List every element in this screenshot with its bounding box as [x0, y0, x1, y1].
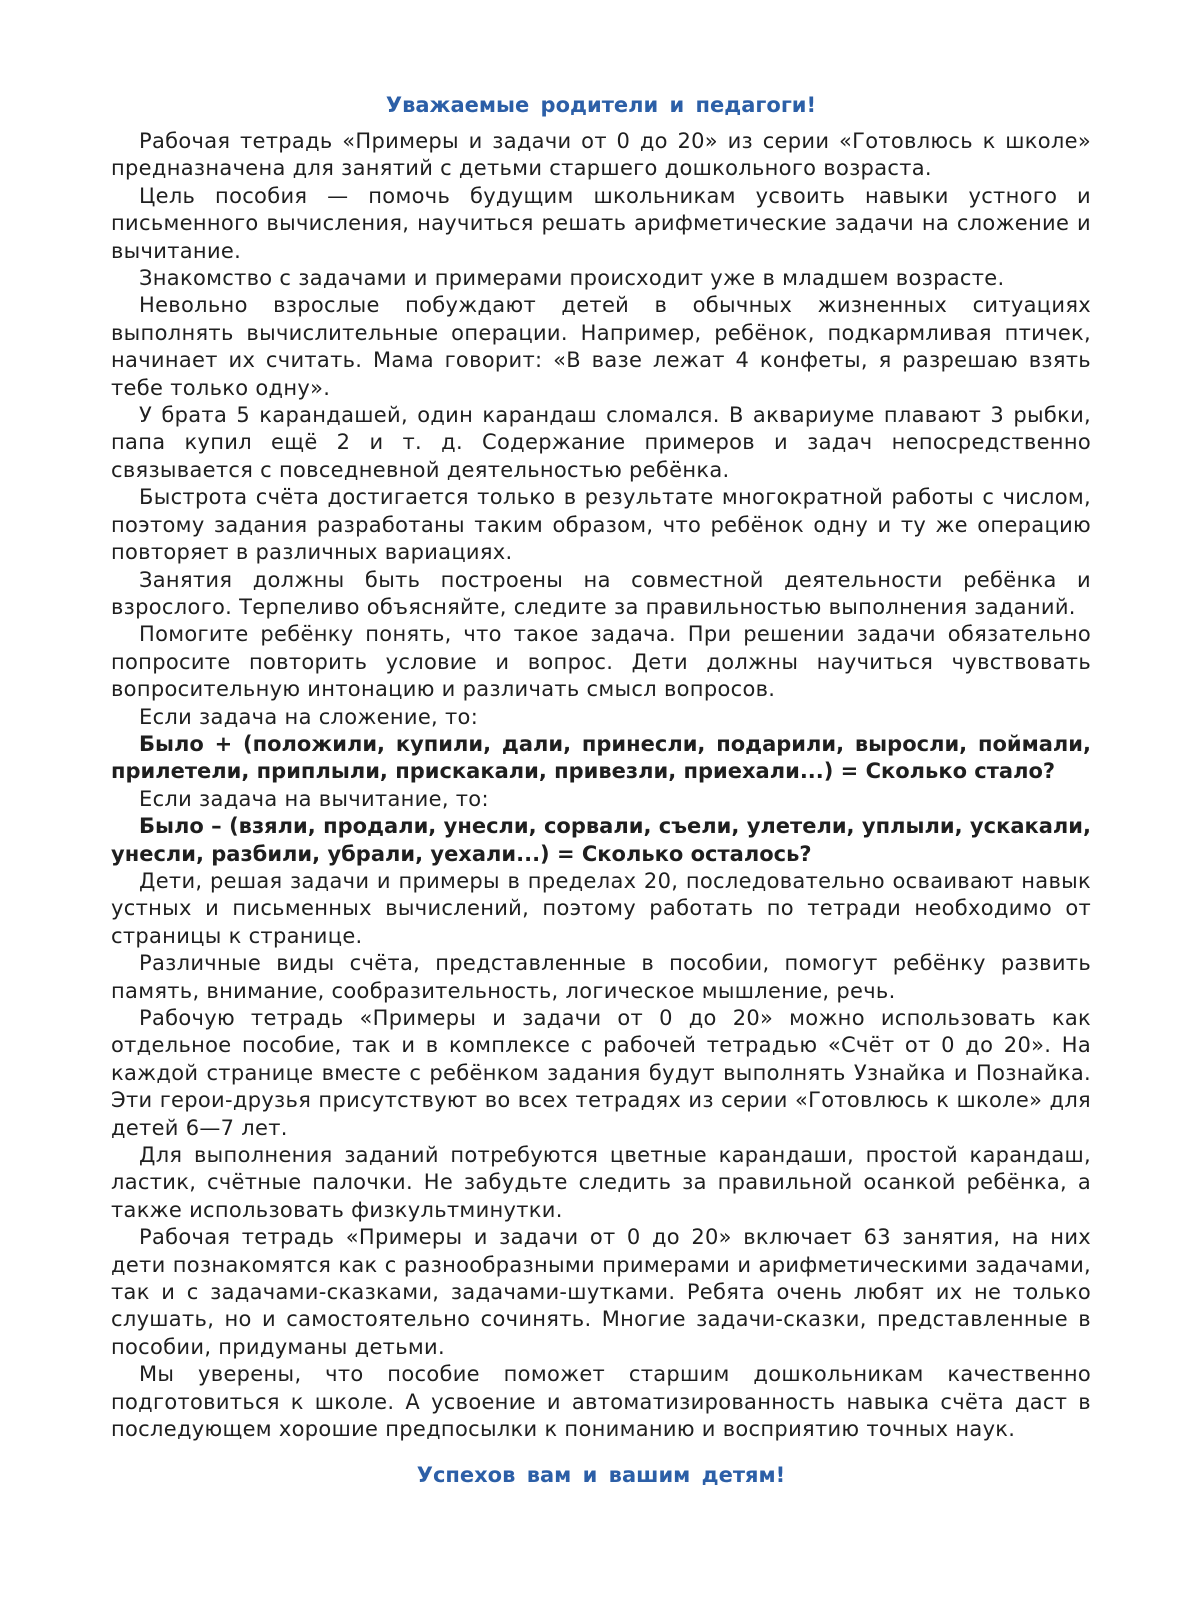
- paragraph: Занятия должны быть построены на совместной деятельности ребёнка и взрослого. Терпеливо объясняйте, следите за правильностью выполнения заданий.: [111, 567, 1091, 619]
- paragraph: Помогите ребёнку понять, что такое задача. При решении задачи обязательно попросите повторить условие и вопрос. Дети должны научиться чувствовать вопросительную интонацию и различать смысл вопросов.: [111, 622, 1091, 702]
- closing-line: Успехов вам и вашим детям!: [416, 1462, 786, 1487]
- paragraph: Если задача на сложение, то:: [139, 704, 479, 729]
- paragraph: Быстрота счёта достигается только в результате многократной работы с числом, поэтому задания разработаны таким образом, что ребёнок одну и ту же операцию повторяет в различных вариациях.: [111, 485, 1091, 565]
- paragraph: Если задача на вычитание, то:: [139, 786, 489, 811]
- paragraph: Для выполнения заданий потребуются цветные карандаши, простой карандаш, ластик, счётные палочки. Не забудьте следить за правильной осанкой ребёнка, а также использовать физкультминутки.: [111, 1143, 1091, 1222]
- paragraph: Невольно взрослые побуждают детей в обычных жизненных ситуациях выполнять вычислительные операции. Например, ребёнок, подкармливая птичек, начинает их считать. Мама говорит: «В вазе лежат 4 конфеты, я разрешаю взять тебе только одну».: [111, 293, 1091, 400]
- bold-formula-paragraph: Было + (положили, купили, дали, принесли, подарили, выросли, поймали, прилетели, приплыли, прискакали, привезли, приехали...) = Сколько стало?: [111, 731, 1091, 784]
- page-heading: Уважаемые родители и педагоги!: [385, 93, 817, 117]
- paragraph: Различные виды счёта, представленные в пособии, помогут ребёнку развить память, внимание, сообразительность, логическое мышление, речь.: [111, 951, 1091, 1003]
- paragraph: Дети, решая задачи и примеры в пределах 20, последовательно осваивают навык устных и письменных вычислений, поэтому работать по тетради необходимо от страницы к странице.: [111, 868, 1091, 948]
- paragraph: Мы уверены, что пособие поможет старшим дошкольникам качественно подготовиться к школе. А усвоение и автоматизированность навыка счёта даст в последующем хорошие предпосылки к пониманию и восприятию точных наук.: [111, 1362, 1091, 1442]
- bold-formula-paragraph: Было – (взяли, продали, унесли, сорвали, съели, улетели, уплыли, ускакали, унесли, разбили, убрали, уехали...) = Сколько осталось?: [111, 814, 1091, 866]
- body-text: [111, 128, 1091, 1444]
- paragraph: Рабочая тетрадь «Примеры и задачи от 0 до 20» включает 63 занятия, на них дети познакомятся как с разнообразными примерами и арифметическими задачами, так и с задачами-сказками, задачами-шутками. Ребята очень любят их не только слушать, но и самостоятельно сочинять. Многие задачи-сказки, представленные в пособии, придуманы детьми.: [111, 1225, 1091, 1359]
- paragraph: У брата 5 карандашей, один карандаш сломался. В аквариуме плавают 3 рыбки, папа купил ещё 2 и т. д. Содержание примеров и задач непосредственно связывается с повседневной деятельностью ребёнка.: [111, 403, 1091, 482]
- paragraph: Знакомство с задачами и примерами происходит уже в младшем возрасте.: [139, 266, 1005, 291]
- paragraph: Рабочая тетрадь «Примеры и задачи от 0 до 20» из серии «Готовлюсь к школе» предназначена для занятий с детьми старшего дошкольного возраста.: [111, 129, 1091, 181]
- paragraph: Рабочую тетрадь «Примеры и задачи от 0 до 20» можно использовать как отдельное пособие, так и в комплексе с рабочей тетрадью «Счёт от 0 до 20». На каждой странице вместе с ребёнком задания будут выполнять Узнайка и Познайка. Эти герои-друзья присутствуют во всех тетрадях из серии «Готовлюсь к школе» для детей 6—7 лет.: [111, 1006, 1091, 1140]
- document-page: [111, 92, 1091, 1489]
- paragraph: Цель пособия — помочь будущим школьникам усвоить навыки устного и письменного вычисления, научиться решать арифметические задачи на сложение и вычитание.: [111, 183, 1091, 263]
